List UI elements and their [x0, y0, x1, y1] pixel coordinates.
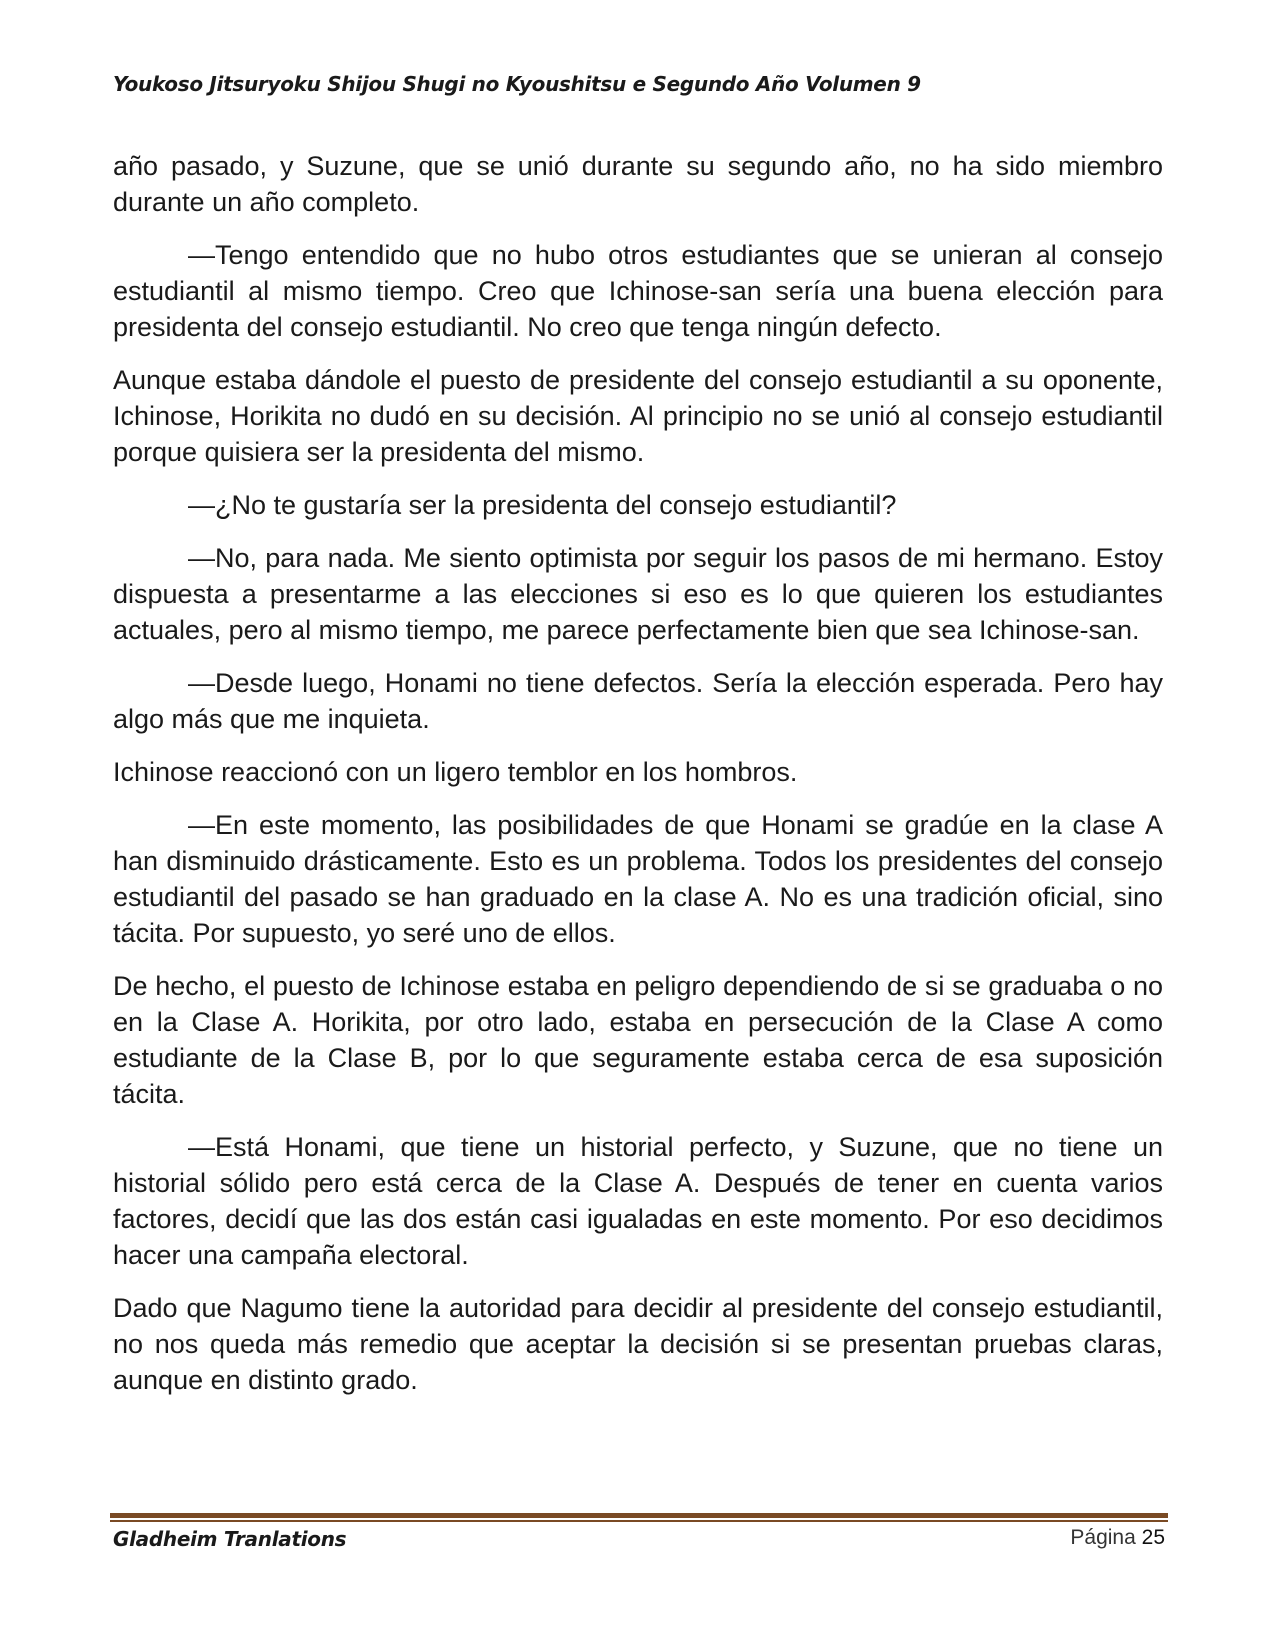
page-body — [113, 148, 1163, 1415]
running-header: Youkoso Jitsuryoku Shijou Shugi no Kyoushitsu e Segundo Año Volumen 9 — [113, 72, 921, 96]
footer-divider-thin — [110, 1520, 1168, 1522]
dialog-paragraph: —Está Honami, que tiene un historial perfecto, y Suzune, que no tiene un historial sólido pero está cerca de la Clase A. Después de tener en cuenta varios factores, decidí que las dos están casi igualadas en este momento. Por eso decidimos hacer una campaña electoral. — [113, 1132, 1163, 1270]
paragraph: año pasado, y Suzune, que se unió durante su segundo año, no ha sido miembro durante un año completo. — [113, 151, 1163, 217]
page-number: 25 — [1141, 1526, 1165, 1549]
footer-divider — [110, 1513, 1168, 1522]
page-number-block — [1070, 1526, 1165, 1550]
paragraph: Aunque estaba dándole el puesto de presidente del consejo estudiantil a su oponente, Ichinose, Horikita no dudó en su decisión. Al principio no se unió al consejo estudiantil porque quisiera ser la presidenta del mismo. — [113, 365, 1163, 467]
dialog-paragraph: —Tengo entendido que no hubo otros estudiantes que se unieran al consejo estudiantil al mismo tiempo. Creo que Ichinose-san sería una buena elección para presidenta del consejo estudiantil. No creo que tenga ningún defecto. — [113, 240, 1163, 342]
dialog-paragraph: —No, para nada. Me siento optimista por seguir los pasos de mi hermano. Estoy dispuesta a presentarme a las elecciones si eso es lo que quieren los estudiantes actuales, pero al mismo tiempo, me parece perfectamente bien que sea Ichinose-san. — [113, 543, 1163, 645]
paragraph: Dado que Nagumo tiene la autoridad para decidir al presidente del consejo estudiantil, no nos queda más remedio que aceptar la decisión si se presentan pruebas claras, aunque en distinto grado. — [113, 1293, 1163, 1395]
page-label: Página — [1070, 1526, 1136, 1549]
footer-credit: Gladheim Tranlations — [113, 1527, 347, 1551]
paragraph: De hecho, el puesto de Ichinose estaba en peligro dependiendo de si se graduaba o no en la Clase A. Horikita, por otro lado, estaba en persecución de la Clase A como estudiante de la Clase B, por lo que seguramente estaba cerca de esa suposición tácita. — [113, 971, 1163, 1109]
dialog-paragraph: —¿No te gustaría ser la presidenta del consejo estudiantil? — [188, 490, 897, 520]
footer-divider-thick — [110, 1513, 1168, 1518]
dialog-paragraph: —En este momento, las posibilidades de que Honami se gradúe en la clase A han disminuido drásticamente. Esto es un problema. Todos los presidentes del consejo estudiantil del pasado se han graduado en la clase A. No es una tradición oficial, sino tácita. Por supuesto, yo seré uno de ellos. — [113, 810, 1163, 948]
dialog-paragraph: —Desde luego, Honami no tiene defectos. Sería la elección esperada. Pero hay algo más que me inquieta. — [113, 668, 1163, 734]
paragraph: Ichinose reaccionó con un ligero temblor en los hombros. — [113, 757, 798, 787]
